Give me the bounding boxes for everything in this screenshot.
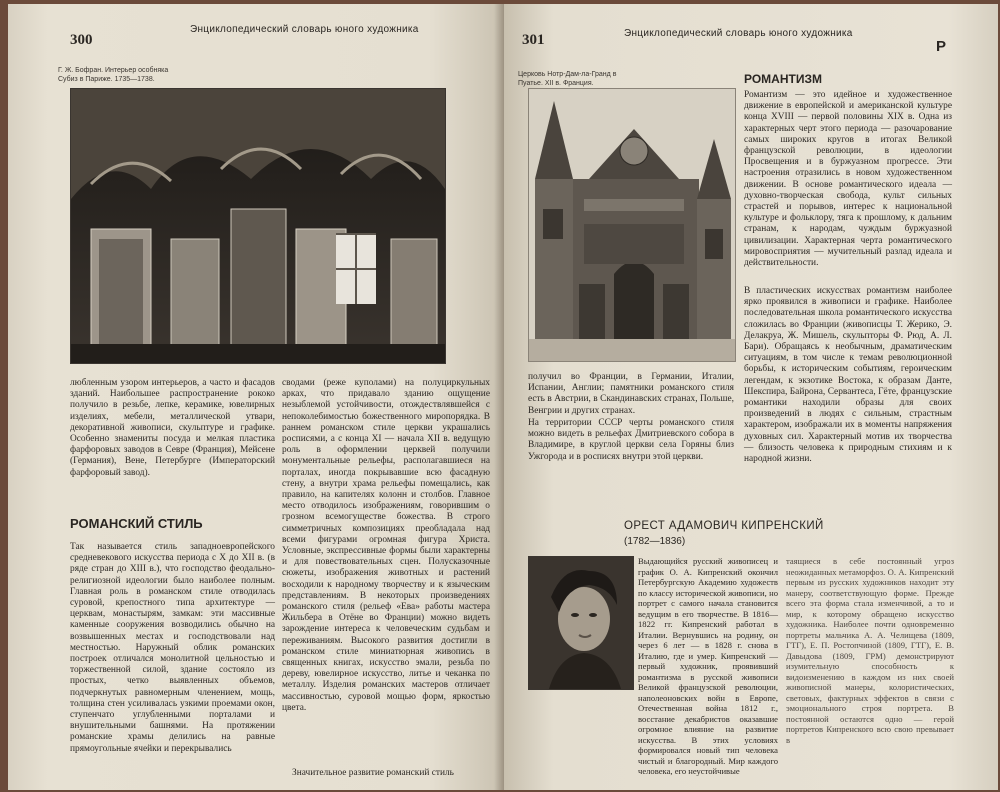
romanesque-continuation-p2: На территории СССР черты романского стиля можно видеть в рельефах Дмитриевского собора в Владимире, в круглой церкви села Горяны близ Ужгорода и в росписях внутри этой церкви. [528, 418, 734, 462]
running-head-right: Энциклопедический словарь юного художника [624, 28, 853, 39]
romanesque-text-col2: сводами (реже куполами) на полуциркульных арках, что придавало зданию ощущение незыблемой устойчивости, отождествлявшейся с непоколебимостью божественного миропорядка. В раннем романском стиле церкви украшались росписями, а с конца XI — начала XII в. ведущую роль в оформлении церквей получили монументальные рельефы, располагавшиеся на порталах, иногда покрывавшие всю фасадную стену, а внутри храма рельефы помещались, как правило, на капителях колонн и столбов. Главное место отводилось изображениям, говорившим о грозном всемогуществе божества. В строго симметричных композициях преобладала над всеми фигурами огромная фигура Христа. Условные, экспрессивные формы были характерны и для повествовательных сцен. Полусказочные сюжеты, изображения животных и растений восходили к народному творчеству и к языческим представлениям. В некоторых произведениях романского стиля (рельеф «Ева» работы мастера Жильбера в Отёне во Франции) можно видеть зарождение интереса к человеческим судьбам и переживаниям. Высокого развития достигли в романском стиле миниатюрная живопись в священных книгах, искусство эмали, резьба по дереву, ювелирное искусство, литье и чеканка по металлу. Изделия романских мастеров отличает массивностью, суровой мощью форм, яркостью цвета. [282, 378, 490, 713]
interior-illustration [71, 89, 445, 363]
kiprensky-portrait [528, 556, 634, 690]
church-caption: Церковь Нотр-Дам-ла-Гранд в Пуатье. XII в. Франция. [518, 71, 617, 87]
section-title-romanesque: РОМАНСКИЙ СТИЛЬ [70, 516, 203, 531]
book-spread [8, 4, 998, 790]
bio-years: (1782—1836) [624, 536, 686, 547]
romanesque-text-col2-last: Значительное развитие романский стиль [292, 768, 454, 778]
section-title-romanticism: РОМАНТИЗМ [744, 72, 822, 86]
church-illustration [529, 89, 735, 361]
left-page [8, 4, 504, 790]
romanticism-text-p1: Романтизм — это идейное и художественное движение в европейской и американской культуре конца XVIII — первой половины XIX в. Одна из характерных черт этого периода — разочарование самых широких кругов в итогах Великой французской революции, в идеологии Просвещения и в буржуазном прогрессе. Эти настроения отразились в новом художественном движении. В основе романтического идеала — духовно-творческая свобода, культ сильных страстей и порывов, интерес к национальной культуре и фольклору, тяга к прошлому, к дальним странам, к народам, чуждым буржуазной цивилизации. Характерная черта романтического мировосприятия — мучительный разлад идеала и действительности. [744, 90, 952, 269]
interior-caption: Г. Ж. Бофран. Интерьер особняка Субиз в Париже. 1735—1738. [58, 67, 169, 83]
bio-title: ОРЕСТ АДАМОВИЧ КИПРЕНСКИЙ [624, 520, 824, 532]
right-page [504, 4, 998, 790]
romanticism-text-p2: В пластических искусствах романтизм наиболее ярко проявился в живописи и графике. Наиболее последовательная школа романтического искусства сложилась во Франции (живописцы Т. Жерико, Э. Делакруа, Ж. Мишель, скульпторы Ф. Рюд, А. Л. Бари). Обращаясь к необычным, драматическим ситуациям, в том числе к темам революционной борьбы, к историческим событиям, героическим легендам, к экзотике Востока, к образам Данте, Шекспира, Байрона, Сервантеса, Гёте, французские романтики находили образы для своих произведений в людях с сильным, страстным характером, изображали их в моменты напряжения духовных сил. Характерный мотив их творчества — близость человека к природным стихиям и к народной жизни. [744, 286, 952, 465]
rococo-text-col1: любленным узором интерьеров, а часто и фасадов зданий. Наибольшее распространение рококо получило в резьбе, лепке, керамике, ювелирных изделиях, мебели, металлической утвари, декоративной живописи, скульптуре и графике. Особенно знамениты посуда и мелкая пластика фарфоровых заводов в Севре (Франция), Мейсене (Германия), Вене, Петербурге (Императорский фарфоровый завод). [70, 378, 275, 478]
page-number-left: 300 [70, 32, 93, 48]
church-photo [528, 88, 736, 362]
romanesque-continuation-p1: получил во Франции, в Германии, Италии, Испании, Англии; памятники романского стиля есть в Австрии, в Скандинавских странах, Польше, Венгрии и других странах. [528, 372, 734, 416]
romanesque-text-col1: Так называется стиль западноевропейского средневекового искусства периода с X до XII в. (в ряде стран до XIII в.), что господство феодально-религиозной идеологии было наиболее полным. Главная роль в романском стиле отводилась суровой, крепостного типа архитектуре — церквам, монастырям, замкам: эти массивные каменные сооружения возводились обычно на возвышенных местах и господствовали над местностью. Наружный облик романских построек отличался монолитной цельностью и торжественной силой, здание состояло из простых, четко выявленных объемов, подчеркнутых равномерным членением, мощь, толщина стен усиливалась узкими проемами окон, ступенчато углубленными порталами и внушительными башнями. На протяжении романские храмы делились на равные прямоугольные ячейки и перекрывались [70, 542, 275, 754]
bio-text-col2: таящиеся в себе постоянный угроз неожиданных метаморфоз. О. А. Кипренский первым из русских художников находит эту манеру, соответствующую форме. Прежде всего эта форма стала изменчивой, а то и мир, к которому обращено искусство художника. Наиболее почти одновременно портреты мальчика А. А. Челищева (1809, ГТГ), Е. П. Ростопчиной (1809, ГТГ), Е. В. Давыдова (1809, ГРМ) демонстрируют изумительную способность к видоизменению в каждом из них своей живописной манеры, колористических, световых, фактурных эффектов в связи с эмоционального строя портрета. В постоянной остаются одно — герой портретов Кипренского всю свою превывает в [786, 556, 954, 745]
running-head-left: Энциклопедический словарь юного художника [190, 24, 419, 35]
page-number-right: 301 [522, 32, 545, 48]
bio-text-col1: Выдающийся русский живописец и график О. А. Кипренский окончил Петербургскую Академию художеств по классу исторической живописи, но портрет с самого начала становится ведущим в его творчестве. В 1816—1822 гг. Кипренский работал в Италии. Вернувшись на родину, он через 6 лет — в 1828 г. снова в Италию, где и умер. Кипренский — первый художник, проявивший романтизма в русской живописи Великой французской революции, наполеоновских войн в Европе, Отечественная война 1812 г., восстание декабристов оказавшие огромное влияние на развитие искусства. В этих условиях формировался новый тип человека чистый и благородный. Мир каждого человека, его неустойчивые [638, 556, 778, 776]
portrait-illustration [529, 557, 633, 689]
section-letter: Р [936, 38, 947, 55]
interior-photo [70, 88, 446, 364]
